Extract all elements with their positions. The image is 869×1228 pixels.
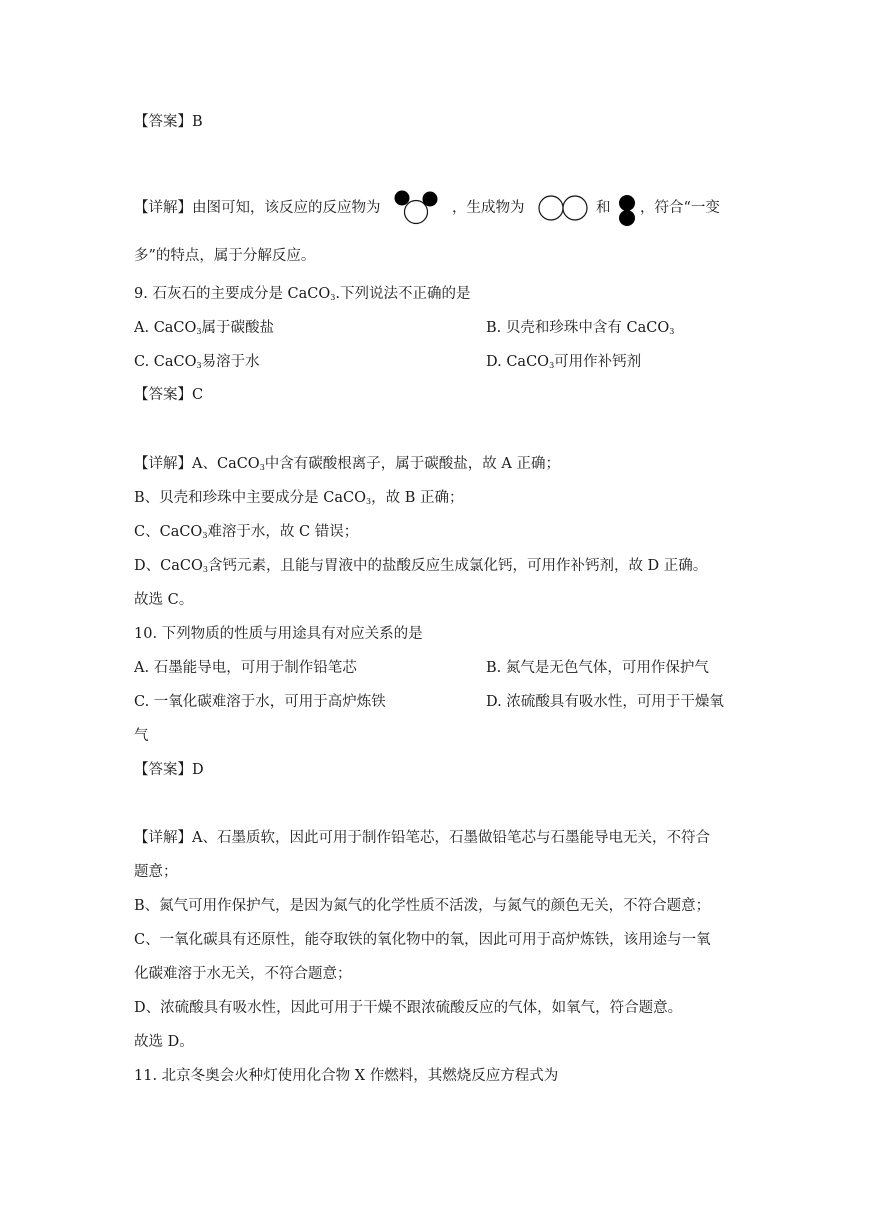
q9-explain-b-text: B、贝壳和珍珠中主要成分是 CaCO — [134, 490, 366, 506]
q9-option-d-text-2: 可用作补钙剂 — [554, 354, 642, 370]
q9-option-b-text: B. 贝壳和珍珠中含有 CaCO — [486, 320, 670, 336]
q9-explain-a-sub: 3 — [259, 463, 265, 472]
q9-stem-text-2: .下列说法不正确的是 — [335, 286, 471, 302]
q9-stem — [134, 284, 470, 304]
q11-stem: 11. 北京冬奥会火种灯使用化合物 X 作燃料，其燃烧反应方程式为 — [134, 1068, 559, 1084]
q10-option-d: D. 浓硫酸具有吸水性，可用于干燥氧 — [486, 694, 724, 710]
q9-option-b — [486, 318, 674, 338]
q9-explain-d-sub: 3 — [202, 565, 208, 574]
q9-explain-c — [134, 522, 358, 542]
explain-8-mid: ，生成物为 — [452, 200, 525, 216]
q9-option-d-sub: 3 — [549, 361, 555, 370]
q9-explain-a-text-2: 中含有碳酸根离子，属于碳酸盐，故 A 正确； — [264, 456, 560, 472]
q9-explain-b-sub: 3 — [366, 497, 372, 506]
q10-option-a: A. 石墨能导电，可用于制作铅笔芯 — [134, 660, 357, 676]
q9-option-c-text-2: 易溶于水 — [201, 354, 260, 370]
q10-explain-line4: C、一氧化碳具有还原性，能夺取铁的氧化物中的氧，因此可用于高炉炼铁，该用途与一氧 — [134, 932, 711, 948]
q9-option-d — [486, 352, 641, 372]
reactant-molecule-icon — [392, 188, 442, 226]
q9-option-a — [134, 318, 274, 338]
q9-explain-b-text-2: ，故 B 正确； — [371, 490, 464, 506]
q10-option-b: B. 氮气是无色气体，可用作保护气 — [486, 660, 709, 676]
q10-explain-line3: B、氮气可用作保护气，是因为氮气的化学性质不活泼，与氮气的颜色无关，不符合题意； — [134, 898, 711, 914]
q9-explain-c-text: C、CaCO — [134, 524, 203, 540]
product-molecule-white-icon — [537, 193, 593, 223]
q9-explain-d-text-2: 含钙元素，且能与胃液中的盐酸反应生成氯化钙，可用作补钙剂，故 D 正确。 — [207, 558, 708, 574]
q10-option-d-cont: 气 — [134, 728, 149, 744]
explain-8-and: 和 — [596, 200, 611, 216]
explain-8-suffix: ，符合“一变 — [640, 200, 720, 216]
q9-option-d-text: D. CaCO — [486, 354, 550, 370]
q9-explain-c-sub: 3 — [202, 531, 208, 540]
q9-option-c-text: C. CaCO — [134, 354, 197, 370]
q10-explain-line5: 化碳难溶于水无关，不符合题意； — [134, 966, 352, 982]
q9-option-c-sub: 3 — [196, 361, 202, 370]
q9-explain-d — [134, 556, 707, 576]
q10-explain-line2: 题意； — [134, 864, 178, 880]
q9-explain-c-text-2: 难溶于水，故 C 错误； — [207, 524, 359, 540]
q9-option-a-text: A. CaCO — [134, 320, 197, 336]
explain-8-line1 — [134, 198, 381, 218]
q9-option-c — [134, 352, 260, 372]
q9-stem-text: 9. 石灰石的主要成分是 CaCO — [134, 286, 331, 302]
q9-answer: 【答案】C — [134, 387, 204, 403]
explain-8-prefix: 【详解】由图可知，该反应的反应物为 — [134, 200, 381, 216]
q9-option-b-sub: 3 — [669, 327, 675, 336]
q9-explain-a — [134, 454, 560, 474]
q9-explain-d-text: D、CaCO — [134, 558, 203, 574]
q10-explain-line6: D、浓硫酸具有吸水性，因此可用于干燥不跟浓硫酸反应的气体，如氧气，符合题意。 — [134, 1000, 683, 1016]
product-molecule-black-icon — [617, 193, 637, 229]
q10-choose: 故选 D。 — [134, 1034, 194, 1050]
q9-choose: 故选 C。 — [134, 592, 194, 608]
q9-option-a-text-2: 属于碳酸盐 — [201, 320, 275, 336]
q9-explain-a-text: 【详解】A、CaCO — [134, 456, 260, 472]
q10-stem: 10. 下列物质的性质与用途具有对应关系的是 — [134, 626, 423, 642]
q10-explain-line1: 【详解】A、石墨质软，因此可用于制作铅笔芯，石墨做铅笔芯与石墨能导电无关，不符合 — [134, 830, 710, 846]
q10-answer: 【答案】D — [134, 762, 204, 778]
q9-stem-subscript: 3 — [330, 293, 336, 302]
q9-option-a-sub: 3 — [196, 327, 202, 336]
q9-explain-b — [134, 488, 463, 508]
answer-8: 【答案】B — [134, 114, 203, 130]
explain-8-line2: 多”的特点，属于分解反应。 — [134, 248, 316, 264]
q10-option-c: C. 一氧化碳难溶于水，可用于高炉炼铁 — [134, 694, 386, 710]
